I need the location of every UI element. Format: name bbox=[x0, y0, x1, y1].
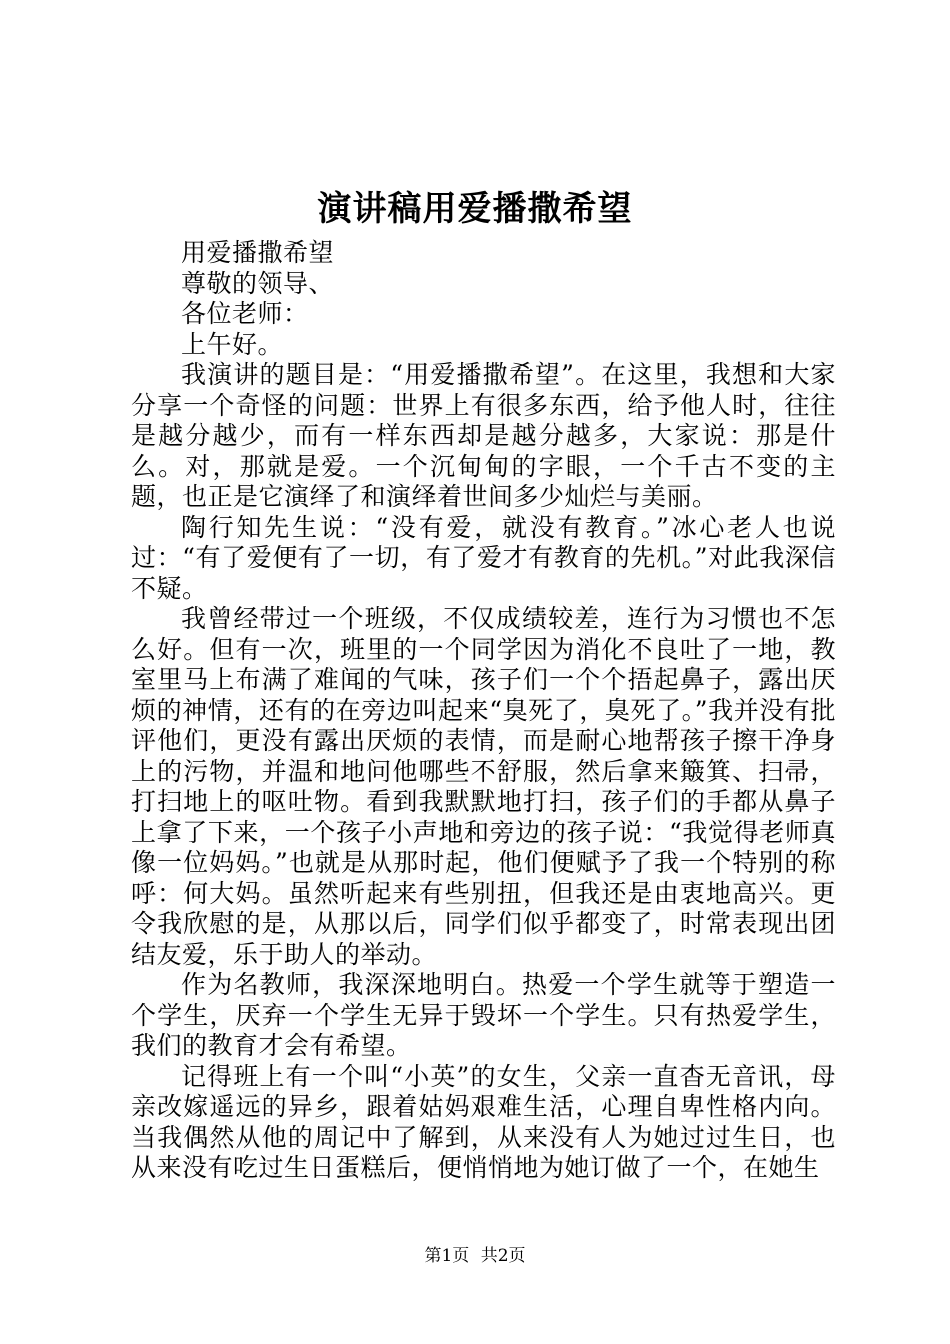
paragraph: 陶行知先生说：“没有爱，就没有教育。”冰心老人也说过：“有了爱便有了一切，有了爱才有教育的先机。”对此我深信不疑。 bbox=[131, 512, 836, 603]
paragraph: 用爱播撒希望 bbox=[181, 238, 335, 267]
paragraph: 记得班上有一个叫“小英”的女生，父亲一直杳无音讯，母亲改嫁遥远的异乡，跟着姑妈艰难生活，心理自卑性格内向。当我偶然从他的周记中了解到，从来没有人为她过过生日，也从来没有吃过生日蛋糕后，便悄悄地为她订做了一个，在她生 bbox=[131, 1061, 836, 1182]
paragraph: 各位老师： bbox=[181, 299, 309, 328]
paragraph: 尊敬的领导、 bbox=[181, 268, 335, 298]
page-number: 第1页 bbox=[424, 1246, 470, 1266]
document-body bbox=[131, 238, 836, 1184]
page-footer bbox=[0, 1244, 950, 1268]
paragraph: 作为名教师，我深深地明白。热爱一个学生就等于塑造一个学生，厌弃一个学生无异于毁坏一个学生。只有热爱学生，我们的教育才会有希望。 bbox=[131, 970, 836, 1060]
paragraph: 上午好。 bbox=[181, 329, 284, 359]
paragraph: 我演讲的题目是：“用爱播撒希望”。在这里，我想和大家分享一个奇怪的问题：世界上有很多东西，给予他人时，往往是越分越少，而有一样东西却是越分越多，大家说：那是什么。对，那就是爱。一个沉甸甸的字眼，一个千古不变的主题，也正是它演绎了和演绎着世间多少灿烂与美丽。 bbox=[131, 360, 836, 511]
page-total: 共2页 bbox=[480, 1246, 526, 1266]
document-title: 演讲稿用爱播撒希望 bbox=[317, 189, 633, 229]
paragraph: 我曾经带过一个班级，不仅成绩较差，连行为习惯也不怎么好。但有一次，班里的一个同学因为消化不良吐了一地，教室里马上布满了难闻的气味，孩子们一个个捂起鼻子，露出厌烦的神情，还有的在旁边叫起来“臭死了，臭死了。”我并没有批评他们，更没有露出厌烦的表情，而是耐心地帮孩子擦干净身上的污物，并温和地问他哪些不舒服，然后拿来簸箕、扫帚，打扫地上的呕吐物。看到我默默地打扫，孩子们的手都从鼻子上拿了下来，一个孩子小声地和旁边的孩子说：“我觉得老师真像一位妈妈。”也就是从那时起，他们便赋予了我一个特别的称呼：何大妈。虽然听起来有些别扭，但我还是由衷地高兴。更令我欣慰的是，从那以后，同学们似乎都变了，时常表现出团结友爱，乐于助人的举动。 bbox=[131, 604, 836, 969]
